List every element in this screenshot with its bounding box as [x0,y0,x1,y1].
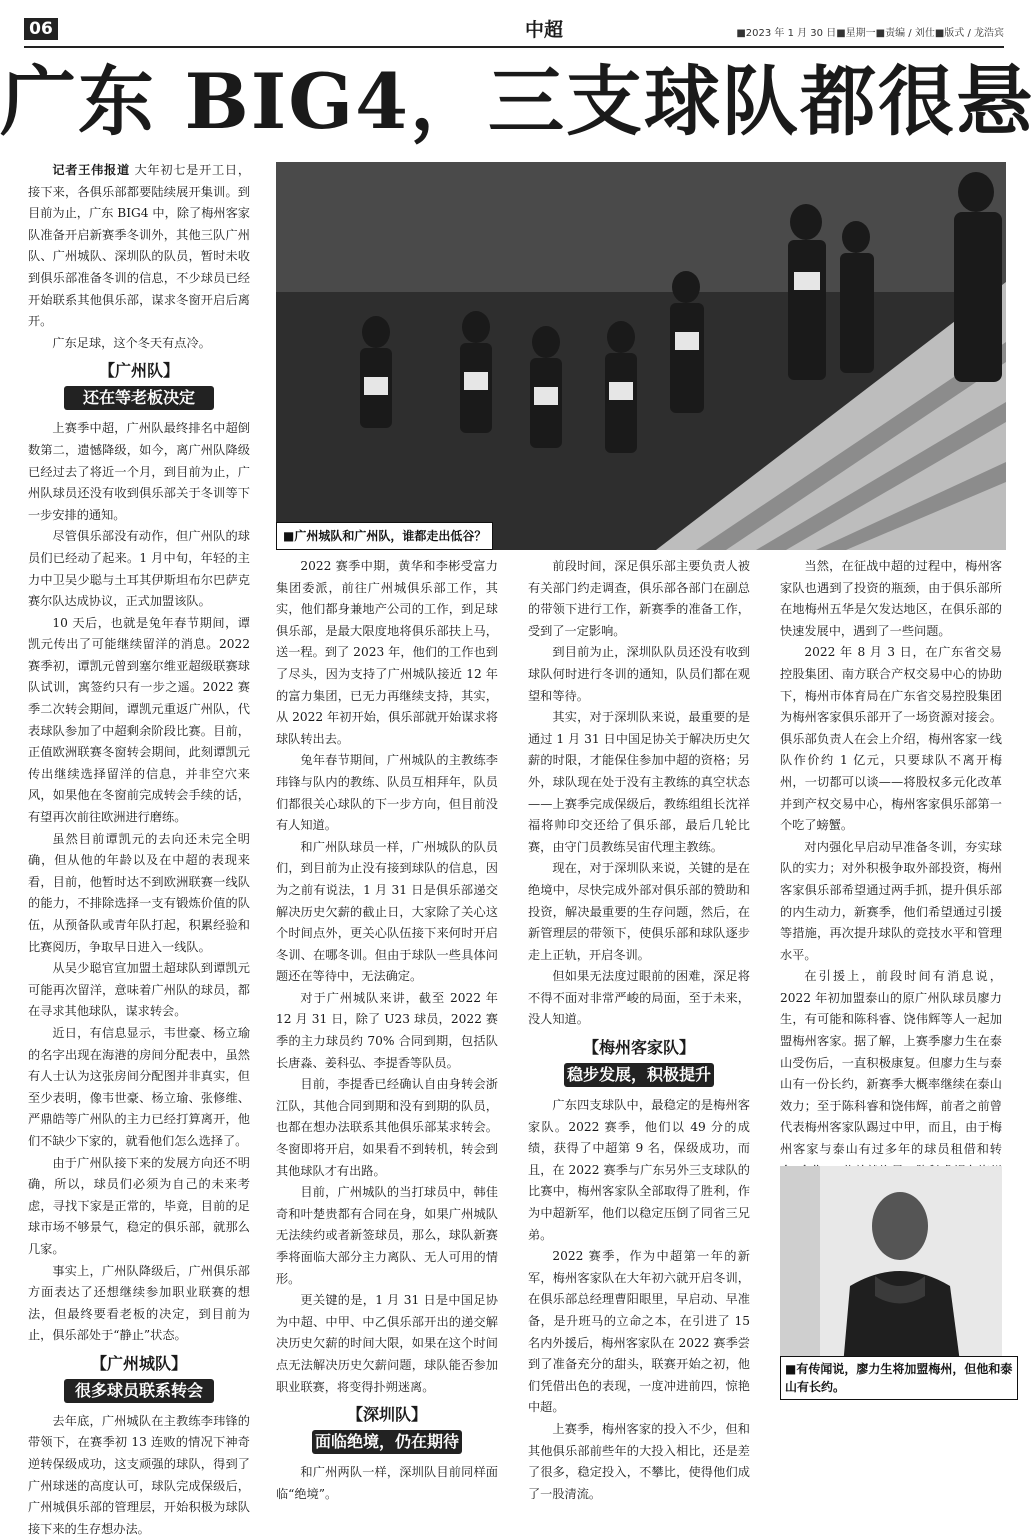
players-tunnel-image [276,162,1006,550]
paragraph: 现在，对于深圳队来说，关键的是在绝境中，尽快完成外部对俱乐部的赞助和投资，解决最重要的生存问题，然后，在新管理层的带领下，使俱乐部和球队逐步走上正轨，开启冬训。 [528,861,750,962]
paragraph: 2022 年 8 月 3 日，在广东省交易控股集团、南方联合产权交易中心的协助下，梅州市体育局在广东省交易控股集团为梅州客家俱乐部开了一场资源对接会。俱乐部负责人在会上介绍，梅州客家一线队作价约 1 亿元，只要球队不离开梅州，一切都可以谈——将股权多元化改革并到产权交易中心，梅州客家俱乐部第一个吃了螃蟹。 [780,645,1002,833]
page-number: 06 [24,18,58,40]
paragraph: 去年底，广州城队在主教练李玮锋的带领下，在赛季初 13 连败的情况下神奇逆转保级成功，这支顽强的球队，得到了广州球迷的高度认可，球队完成保级后，广州城俱乐部的管理层，开始积极为球队接下来的生存想办法。 [28,1413,250,1536]
paragraph: 和广州队球员一样，广州城队的队员们，到目前为止没有接到球队的信息，因为之前有说法，1 月 31 日是俱乐部递交解决历史欠薪的截止日，大家除了关心这个时间点外，更关心队伍接下来何时开启冬训、在哪冬训。但由于球队一些具体问题还在等待中，无法确定。 [276,839,498,984]
paragraph: 上赛季中超，广州队最终排名中超倒数第二，遗憾降级，如今，离广州队降级已经过去了将近一个月，到目前为止，广州队球员还没有收到俱乐部关于冬训等下一步安排的通知。 [28,421,250,522]
paragraph: 但如果无法度过眼前的困难，深足将不得不面对非常严峻的局面，至于未来，没人知道。 [528,969,750,1027]
paragraph: 从吴少聪官宣加盟土超球队到谭凯元可能再次留洋，意味着广州队的球员，都在寻求其他球队，谋求转会。 [28,961,250,1019]
paragraph: 近日，有信息显示，韦世豪、杨立瑜的名字出现在海港的房间分配表中，虽然有人士认为这张房间分配图并非真实，但至少表明，像韦世豪、杨立瑜、张修维、严鼎皓等广州队的主力已经打算离开，他们不缺少下家的，就看他们怎么选择了。 [28,1025,250,1148]
paragraph: 目前，广州城队的当打球员中，韩佳奇和叶楚贵都有合同在身，如果广州城队无法续约或者新签球员，那么，球队新赛季将面临大部分主力离队、无人可用的情形。 [276,1185,498,1286]
paragraph: 更关键的是，1 月 31 日是中国足协为中超、中甲、中乙俱乐部开出的递交解决历史欠薪的时间大限，如果在这个时间点无法解决历史欠薪问题，球队能否参加职业联赛，将变得扑朔迷离。 [276,1293,498,1394]
paragraph: 到目前为止，深圳队队员还没有收到球队何时进行冬训的通知，队员们都在观望和等待。 [528,645,750,703]
paragraph: 和广州两队一样，深圳队目前同样面临“绝境”。 [276,1465,498,1501]
section-name: 中超 [524,19,563,41]
article-column-4 [780,556,1002,1162]
article-column-3 [528,556,750,1501]
section-tag-meizhou: 【梅州客家队】 [582,1038,695,1058]
paragraph: 广东四支球队中，最稳定的是梅州客家队。2022 赛季，他们以 49 分的成绩，获得了中超第 9 名，保级成功，而且，在 2022 赛季与广东另外三支球队的比赛中，梅州客家队全部取得了胜利，作为中超新军，他们以稳定压倒了同省三兄弟。 [528,1098,750,1242]
article-column-2 [276,556,498,1501]
main-photo-caption: ■广州城队和广州队，谁都走出低谷？ [276,522,493,550]
paragraph: 上赛季，梅州客家的投入不少，但和其他俱乐部前些年的大投入相比，还是差了很多，稳定投入，不攀比，使得他们成了一股清流。 [528,1421,750,1501]
section-banner-shenzhen: 面临绝境，仍在期待 [312,1430,462,1454]
main-photo [276,162,1006,550]
paragraph: 对内强化早启动早准备冬训，夯实球队的实力；对外积极争取外部投资，梅州客家俱乐部希望通过两手抓，提升俱乐部的内生动力，新赛季，他们希望通过引援等措施，再次提升球队的竞技水平和管理水平。 [780,839,1002,962]
article-column-1 [28,160,251,1536]
paragraph: 兔年春节期间，广州城队的主教练李玮锋与队内的教练、队员互相拜年，队员们都很关心球队的下一步方向，但目前没有人知道。 [276,753,498,833]
paragraph: 2022 赛季，作为中超第一年的新军，梅州客家队在大年初六就开启冬训，在俱乐部总经理曹阳眼里，早启动、早准备，是升班马的立命之本，在引进了 15 名内外援后，梅州客家队在 2022 赛季尝到了准备充分的甜头，联赛开始之初，他们凭借出色的表现，一度冲进前四，惊艳中超。 [528,1249,750,1415]
paragraph: 2022 赛季中期，黄华和李彬受富力集团委派，前往广州城俱乐部工作，其实，他们都身兼地产公司的工作，到足球俱乐部，是最大限度地将俱乐部扶上马，送一程。到了 2023 年，他们的工作也到了尽头，因为支持了广州城队接近 12 年的富力集团，已无力再继续支持，其实，从 2022 年初开始，俱乐部就开始谋求将球队转出去。 [276,559,498,746]
paragraph: 尽管俱乐部没有动作，但广州队的球员们已经动了起来。1 月中旬，年轻的主力中卫吴少聪与土耳其伊斯坦布尔巴萨克赛尔队达成协议，正式加盟该队。 [28,529,250,609]
paragraph: 由于广州队接下来的发展方向还不明确，所以，球员们必须为自己的未来考虑，寻找下家是正常的，毕竟，目前的足球市场不够景气，稳定的俱乐部，就那么几家。 [28,1155,250,1256]
section-banner-guangzhou-city: 很多球员联系转会 [64,1379,214,1403]
byline: 记者王伟报道 [52,163,130,177]
paragraph: 10 天后，也就是兔年春节期间，谭凯元传出了可能继续留洋的消息。2022 赛季初，谭凯元曾到塞尔维亚超级联赛球队试训，寓签约只有一步之遥。2022 赛季二次转会期间，谭凯元重返广州队，代表球队参加了中超剩余阶段比赛。目前，正值欧洲联赛冬窗转会期间，此刻谭凯元传出继续选择留洋的信息，并非空穴来风，如果他在冬窗前完成转会手续的话，有望再次前往欧洲进行磨练。 [28,615,250,825]
paragraph: 目前，李提香已经确认自由身转会浙江队，其他合同到期和没有到期的队员，也都在想办法联系其他俱乐部某求转会。冬窗即将开启，如果看不到转机，转会到其他球队才有出路。 [276,1077,498,1178]
section-banner-guangzhou: 还在等老板决定 [64,386,214,410]
paragraph: 记者王伟报道 大年初七是开工日，接下来，各俱乐部都要陆续展开集训。到目前为止，广东 BIG4 中，除了梅州客家队准备开启新赛季冬训外，其他三队广州队、广州城队、深圳队的队员，暂时未收到俱乐部准备冬训的信息，不少球员已经开始联系其他俱乐部，谋求冬窗开启后离开。 [28,163,251,329]
paragraph: 在引援上，前段时间有消息说，2022 年初加盟泰山的原广州队球员廖力生，有可能和陈科睿、饶伟辉等人一起加盟梅州客家。据了解，上赛季廖力生在泰山受伤后，一直积极康复。但廖力生与泰山有一份长约，新赛季大概率继续在泰山效力；至于陈科睿和饶伟辉，前者之前曾代表梅州客家队踢过中甲，而且，由于梅州客家与泰山有过多年的球员租借和转 [780,969,1002,1157]
section-tag-shenzhen: 【深圳队】 [346,1405,427,1425]
paragraph: 事实上，广州队降级后，广州俱乐部方面表达了还想继续参加职业联赛的想法，但最终要看老板的决定，到目前为止，俱乐部处于“静止”状态。 [28,1263,250,1343]
paragraph: 前段时间，深足俱乐部主要负责人被有关部门约走调查，俱乐部各部门在副总的带领下进行工作，新赛季的准备工作，受到了一定影响。 [528,559,750,638]
headline: 广东 BIG4，三支球队都很悬 [0,57,1034,146]
portrait-photo [780,1166,1013,1400]
page-header [24,16,1004,48]
paragraph: 虽然目前谭凯元的去向还未完全明确，但从他的年龄以及在中超的表现来看，目前，他暂时达不到欧洲联赛一线队的能力，不排除选择一支有锻炼价值的队伍，从预备队或青年队打起，积累经验和比赛阅历，争取早日进入一线队。 [28,831,250,954]
portrait-photo-caption: ■有传闻说，廖力生将加盟梅州，但他和泰山有长约。 [780,1356,1018,1400]
paragraph: 其实，对于深圳队来说，最重要的是通过 1 月 31 日中国足协关于解决历史欠薪的时限，才能保住参加中超的资格；另外，球队现在处于没有主教练的真空状态——上赛季完成保级后，教练组组长沈祥福将帅印交还给了俱乐部，最后几轮比赛，由守门员教练吴宙代理主教练。 [528,710,750,854]
section-tag-guangzhou: 【广州队】 [98,361,179,381]
section-banner-meizhou: 稳步发展，积极提升 [564,1063,714,1087]
section-tag-guangzhou-city: 【广州城队】 [90,1353,187,1373]
paragraph: 对于广州城队来讲，截至 2022 年 12 月 31 日，除了 U23 球员，2022 赛季的主力球员约 70% 合同到期，包括队长唐淼、姜科弘、李提香等队员。 [276,990,498,1070]
paragraph: 当然，在征战中超的过程中，梅州客家队也遇到了投资的瓶颈，由于俱乐部所在地梅州五华是欠发达地区，在俱乐部的快速发展中，遇到了一些问题。 [780,559,1002,638]
issue-meta: ■2023 年 1 月 30 日■星期一■责编 / 刘仕■版式 / 龙浩宾 [736,28,1004,39]
paragraph: 广东足球，这个冬天有点冷。 [52,335,211,350]
